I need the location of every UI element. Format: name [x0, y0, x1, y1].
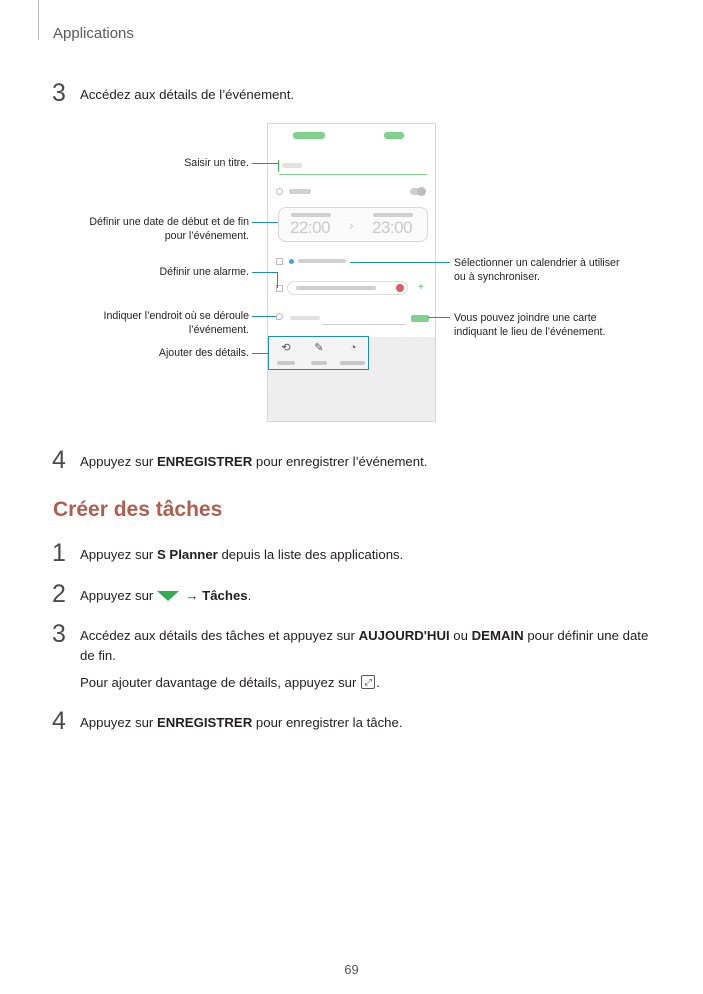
- alarm-value-placeholder: [296, 286, 376, 290]
- callout-calendar: Sélectionner un calendrier à utiliser ou à synchroniser.: [454, 257, 620, 283]
- step-number: 1: [52, 539, 66, 567]
- step-text: Appuyez sur S Planner depuis la liste des applications.: [80, 547, 404, 562]
- calendar-icon: [276, 258, 283, 265]
- section-title: Créer des tâches: [53, 498, 223, 521]
- leader-location: [252, 316, 276, 317]
- callout-details: Ajouter des détails.: [158, 347, 249, 359]
- header-rule: [38, 0, 39, 40]
- callout-dates: Définir une date de début et de fin pour l’événement.: [89, 216, 249, 242]
- leader-dates: [252, 222, 278, 223]
- leader-title: [252, 163, 279, 164]
- memo-icon: ✎: [314, 342, 324, 354]
- clock-icon: [276, 188, 283, 195]
- step-text: Appuyez sur → Tâches.: [80, 588, 252, 603]
- event-form-panel: [268, 124, 435, 337]
- callout-title: Saisir un titre.: [184, 157, 249, 169]
- date-range-box: [278, 207, 428, 242]
- dropdown-arrow-icon: [157, 591, 179, 601]
- location-underline: [322, 324, 406, 325]
- leader-map: [428, 317, 450, 318]
- map-button-placeholder: [411, 315, 429, 322]
- location-icon: [276, 313, 283, 320]
- callout-alarm: Définir une alarme.: [159, 266, 249, 278]
- step-number: 3: [52, 620, 66, 648]
- start-date-placeholder: [291, 213, 331, 217]
- leader-alarm-vertical: [277, 272, 278, 288]
- header-title: Applications: [53, 25, 134, 42]
- timezone-icon: ◔: [349, 342, 357, 354]
- location-placeholder: [290, 316, 320, 320]
- cancel-button-placeholder: [293, 132, 325, 139]
- step-number: 2: [52, 580, 66, 608]
- step-number: 4: [52, 707, 66, 735]
- callout-map: Vous pouvez joindre une carte indiquant le lieu de l’événement.: [454, 312, 606, 338]
- title-cursor: [278, 160, 279, 172]
- repeat-label-placeholder: [277, 361, 295, 365]
- step-text: Appuyez sur ENREGISTRER pour enregistrer l’événement.: [80, 454, 428, 469]
- step-number: 3: [52, 79, 66, 107]
- remove-alarm-icon: [396, 284, 404, 292]
- end-date-placeholder: [373, 213, 413, 217]
- step-text: Appuyez sur ENREGISTRER pour enregistrer la tâche.: [80, 715, 403, 730]
- repeat-icon: ⟲: [281, 342, 291, 354]
- start-time: 22:00: [290, 218, 331, 237]
- add-alarm-icon: +: [418, 282, 424, 293]
- save-button-placeholder: [384, 132, 404, 139]
- all-day-toggle: [410, 188, 425, 195]
- step-text: Accédez aux détails de l’événement.: [80, 87, 295, 102]
- calendar-color-dot: [289, 259, 294, 264]
- calendar-name-placeholder: [298, 259, 346, 263]
- title-underline: [279, 174, 427, 175]
- leader-alarm: [252, 272, 277, 273]
- details-options-box: [268, 336, 369, 370]
- expand-icon: ⤢: [361, 675, 375, 689]
- callout-location: Indiquer l’endroit où se déroule l’événement.: [103, 310, 249, 336]
- title-placeholder: [282, 163, 302, 168]
- leader-calendar: [350, 262, 450, 263]
- chevron-right-icon: ›: [349, 217, 354, 233]
- timezone-label-placeholder: [340, 361, 365, 365]
- page-number: 69: [344, 962, 359, 977]
- step-number: 4: [52, 446, 66, 474]
- end-time: 23:00: [372, 218, 413, 237]
- leader-details: [252, 353, 268, 354]
- phone-screenshot: [267, 123, 436, 422]
- step-note: Pour ajouter davantage de détails, appuyez sur ⤢ .: [80, 675, 380, 690]
- all-day-label-placeholder: [289, 189, 311, 194]
- memo-label-placeholder: [311, 361, 327, 365]
- step-text: Accédez aux détails des tâches et appuyez sur AUJOURD'HUI ou DEMAIN pour définir une date de fin.: [80, 628, 649, 663]
- alarm-field: [287, 281, 408, 295]
